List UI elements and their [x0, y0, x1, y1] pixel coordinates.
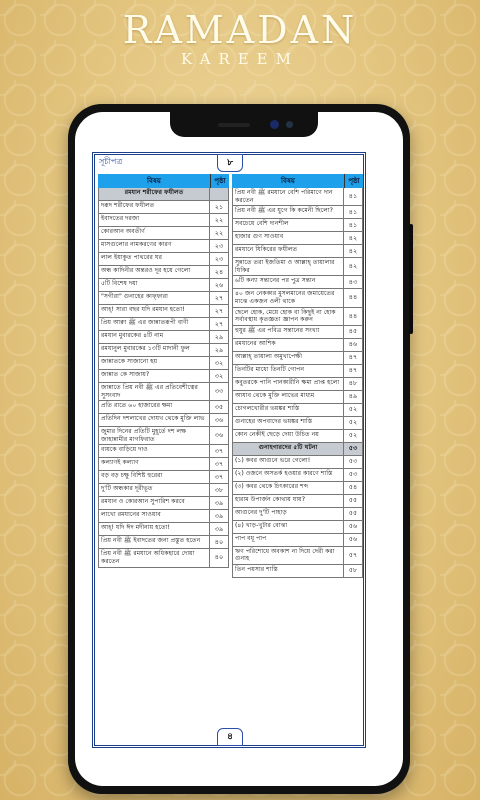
- row-topic: হুযুর ﷺ এর পবিত্র সন্তানের সংখ্যা: [233, 326, 344, 338]
- row-page: ৪৬: [348, 340, 358, 349]
- table-row: [99, 240, 228, 253]
- row-topic: (৩) কবর থেকে চিৎকারের শব্দ: [233, 482, 344, 494]
- section-row: [99, 188, 228, 201]
- table-row: [99, 331, 228, 344]
- row-topic: রমযান মুবারকের ৪টি নাম: [99, 331, 210, 343]
- table-row: [233, 565, 362, 578]
- row-topic: আগুনের দু'টি পাহাড়: [233, 508, 344, 520]
- row-page: ২৯: [214, 332, 224, 341]
- row-page: ৪২: [348, 233, 358, 242]
- table-row: [233, 206, 362, 219]
- table-row: [233, 219, 362, 232]
- table-row: [99, 510, 228, 523]
- section-row: [233, 443, 362, 456]
- row-topic: প্রিয় নবী ﷺ রমযানে বেশি পরিমাণে দান করতেন: [233, 188, 344, 205]
- row-page: ২৭: [214, 293, 224, 302]
- row-page: ৫২: [348, 431, 358, 440]
- table-row: [99, 549, 228, 567]
- table-row: [99, 414, 228, 427]
- table-row: [99, 357, 228, 370]
- table-row: [233, 289, 362, 307]
- table-row: [99, 370, 228, 383]
- table-row: [99, 214, 228, 227]
- table-row: [233, 417, 362, 430]
- table-row: [99, 344, 228, 357]
- row-page: ৩৭: [214, 459, 224, 468]
- table-row: [99, 523, 228, 536]
- row-page: ২৪: [214, 267, 224, 276]
- row-page: ৫২: [348, 418, 358, 427]
- row-topic: আহ্! সারা বছর যদি রমযান হতো!: [99, 305, 210, 317]
- row-page: ৪৮: [348, 379, 358, 388]
- table-row: [233, 456, 362, 469]
- row-page: ৪৫: [348, 327, 358, 336]
- row-page: ২৩: [214, 241, 224, 250]
- row-topic: জান্নাত কে সাজায়?: [99, 370, 210, 382]
- table-row: [233, 391, 362, 404]
- row-page: ২৯: [214, 345, 224, 354]
- page-number-bottom: ৪: [217, 728, 243, 746]
- row-topic: প্রিয় নবী ﷺ রমযানে অধিকহারে দোয়া করতেন: [99, 549, 210, 566]
- row-topic: জান্নাতকে সাজানো হয়: [99, 357, 210, 369]
- phone-frame: [68, 104, 410, 794]
- row-topic: বড় বড় চক্ষু বিশিষ্ট হুরেরা: [99, 471, 210, 483]
- row-page: ৪২: [348, 262, 358, 271]
- table-row: [99, 305, 228, 318]
- row-topic: প্রিয় নবী ﷺ ইবাদতের জন্য প্রস্তুত হতেন: [99, 536, 210, 548]
- row-topic: দরূদ শরীফের ফযীলত: [99, 201, 210, 213]
- row-page: ৩৩: [214, 387, 224, 396]
- row-page: ২৭: [214, 319, 224, 328]
- row-topic: (১) কবর আগুনে ভরে গেলো!: [233, 456, 344, 468]
- row-topic: ইবাদতের দরজা: [99, 214, 210, 226]
- table-row: [233, 308, 362, 326]
- row-topic: আযাব থেকে মুক্তি লাভের মাধ্যম: [233, 391, 344, 403]
- row-topic: ৫টি বিশেষ দয়া: [99, 279, 210, 291]
- row-topic: প্রতিদিন দশলাখের দোযখ থেকে মুক্তি লাভ: [99, 414, 210, 426]
- table-row: [233, 245, 362, 258]
- table-row: [233, 339, 362, 352]
- table-row: [99, 471, 228, 484]
- row-page: ৪৯: [348, 392, 358, 401]
- header-page: পৃষ্ঠা: [214, 177, 226, 185]
- row-topic: কল্যাণই কল্যাণ: [99, 458, 210, 470]
- phone-screen: [75, 112, 403, 786]
- table-body: [232, 188, 363, 578]
- row-topic: লাল ইয়াকুত পাথরের ঘর: [99, 253, 210, 265]
- table-row: [233, 378, 362, 391]
- table-row: [99, 266, 228, 279]
- table-body: [98, 188, 229, 568]
- row-page: ২৭: [214, 306, 224, 315]
- row-page: ৪১: [348, 192, 358, 201]
- row-topic: গুনাহের অপবাদের ভয়ঙ্কর শাস্তি: [233, 417, 344, 429]
- row-topic: কোন নেকীই ছেড়ে দেয়া উচিত নয়: [233, 430, 344, 442]
- table-row: [233, 258, 362, 276]
- header-topic: বিষয়: [98, 174, 211, 188]
- row-topic: আল্লাহ্ তায়ালা অমুখাপেক্ষী: [233, 352, 344, 364]
- row-topic: কোরআন অবতীর্ণ: [99, 227, 210, 239]
- row-topic: ঋণ পরিশোধে অবকাশ না দিয়ে দেরী করা গুনাহ: [233, 547, 344, 564]
- row-page: ৩৬: [214, 431, 224, 440]
- header-topic: বিষয়: [232, 174, 345, 188]
- table-row: [233, 534, 362, 547]
- row-topic: সুন্নাতে তরা ইজতিমা ও আল্লাহ্ তায়ালার যিকির: [233, 258, 344, 275]
- table-row: [99, 383, 228, 401]
- table-row: [233, 188, 362, 206]
- row-topic: রমযান শরীফের ফযীলত: [99, 188, 210, 200]
- table-row: [233, 365, 362, 378]
- row-topic: জান্নাতে প্রিয় নবী ﷺ এর প্রতিবেশীত্বের সুসংবাদ: [99, 383, 210, 400]
- row-page: ৫৬: [348, 535, 358, 544]
- row-page: ৫২: [348, 405, 358, 414]
- table-row: [233, 232, 362, 245]
- row-topic: ব্যয়কে বাড়িয়ে দাও: [99, 445, 210, 457]
- row-topic: সবচেয়ে বেশি দানশীল: [233, 219, 344, 231]
- row-page: ৪৭: [348, 353, 358, 362]
- row-topic: প্রিয় নবী ﷺ এর যুগে কি কমেনী ছিলো?: [233, 206, 344, 218]
- banner-title: RAMADAN: [122, 8, 358, 52]
- row-page: ৫৮: [348, 566, 358, 575]
- row-topic: প্রিয় আক্বা ﷺ এর জান্নাতরূপী বাণী: [99, 318, 210, 330]
- row-page: ৪১: [348, 220, 358, 229]
- row-page: ৩৫: [214, 402, 224, 411]
- table-row: [99, 253, 228, 266]
- row-topic: রমযানের আশিক: [233, 339, 344, 351]
- contents-table-left: [98, 174, 229, 568]
- row-page: ৪৪: [348, 293, 358, 302]
- row-page: ৩৮: [214, 485, 224, 494]
- row-topic: জুমার দিনের প্রতিটি মুহূর্তে দশ লক্ষ জাহান্নামীর মাগফিরাত: [99, 427, 210, 444]
- row-topic: "সগীরা" গুনাহের কাফ্ফারা: [99, 292, 210, 304]
- row-page: ২১: [214, 202, 224, 211]
- row-page: ৪৭: [348, 366, 358, 375]
- table-row: [99, 484, 228, 497]
- table-row: [233, 404, 362, 417]
- page-number-top: ৮: [217, 154, 243, 172]
- row-page: ৩৬: [214, 415, 224, 424]
- row-topic: প্রতি রাতে ৬০ হাজারের ক্ষমা: [99, 401, 210, 413]
- row-topic: চোগলখোরীর ভয়ঙ্কর শাস্তি: [233, 404, 344, 416]
- table-header: [98, 174, 229, 188]
- row-page: ৫৬: [348, 522, 358, 531]
- table-row: [99, 292, 228, 305]
- row-topic: রমযান ও কোরআন সুপারিশ করবে: [99, 497, 210, 509]
- row-page: ৩৭: [214, 446, 224, 455]
- row-topic: কবুতরকে পানি পানকারীনি ক্ষমা প্রাপ্ত হলো: [233, 378, 344, 390]
- row-page: ৫৫: [348, 496, 358, 505]
- phone-notch: [170, 112, 318, 137]
- table-row: [233, 547, 362, 565]
- row-topic: রমযানে যিকিরের ফযীলত: [233, 245, 344, 257]
- row-page: ৫৭: [348, 550, 358, 559]
- table-row: [99, 201, 228, 214]
- row-topic: মাসগুলোর নামকরণের কারণ: [99, 240, 210, 252]
- table-header: [232, 174, 363, 188]
- row-page: [210, 188, 228, 200]
- row-page: ৩২: [214, 371, 224, 380]
- row-page: ২২: [214, 215, 224, 224]
- row-topic: গুনাহগারদের ৫টি ঘটনা: [233, 443, 344, 455]
- row-topic: হারাম উপার্জন কোথায় যায়?: [233, 495, 344, 507]
- camera-icon: [270, 120, 279, 129]
- table-row: [233, 430, 362, 443]
- row-topic: তিনটির মাধ্যে তিনটি গোপন: [233, 365, 344, 377]
- row-page: ৩৯: [214, 498, 224, 507]
- row-page: ৫৩: [348, 444, 358, 453]
- row-topic: (২) ওজনে অসতর্ক হওয়ার কারণে শাস্তি: [233, 469, 344, 481]
- table-row: [233, 276, 362, 289]
- contents-table-right: [232, 174, 363, 578]
- row-topic: তিন পয়সার শাস্তি: [233, 565, 344, 577]
- row-page: ২৬: [214, 280, 224, 289]
- table-row: [99, 445, 228, 458]
- row-page: ৪৪: [348, 311, 358, 320]
- table-row: [99, 497, 228, 510]
- row-topic: ৪০ জন নেককার মুসলমানের জমায়েতের মাঝে একজন ওলী থাকে: [233, 289, 344, 306]
- row-topic: লাখো রমযানের সাওয়াব: [99, 510, 210, 522]
- row-page: ৪০: [214, 553, 224, 562]
- row-page: ৩৯: [214, 511, 224, 520]
- row-page: ৩৯: [214, 524, 224, 533]
- page-section-label: সূচীপত্র: [99, 157, 123, 166]
- row-page: ৪২: [348, 246, 358, 255]
- table-row: [99, 401, 228, 414]
- sensor-icon: [286, 121, 293, 128]
- phone-side-button: [409, 224, 413, 334]
- row-page: ৫৩: [348, 457, 358, 466]
- row-topic: অন্ধ কাদিনীর অন্তরও দূর হয়ে গেলো: [99, 266, 210, 278]
- row-page: ৫৫: [348, 509, 358, 518]
- book-page[interactable]: [92, 152, 366, 748]
- row-page: ৫৪: [348, 483, 358, 492]
- table-row: [233, 521, 362, 534]
- row-topic: আহ্! যদি ঈদ মদীনায় হতো!: [99, 523, 210, 535]
- row-topic: ৬টি কন্যা সন্তানের পর পুত্র সন্তান: [233, 276, 344, 288]
- banner-subtitle: KAREEM: [181, 50, 299, 68]
- header-page: পৃষ্ঠা: [348, 177, 360, 185]
- table-row: [233, 495, 362, 508]
- table-row: [99, 227, 228, 240]
- table-row: [99, 318, 228, 331]
- row-page: ৪৩: [348, 277, 358, 286]
- row-topic: হাজার গুণ সাওয়াব: [233, 232, 344, 244]
- row-page: ৪০: [214, 537, 224, 546]
- row-topic: পাপ বধূ পাপ: [233, 534, 344, 546]
- table-row: [233, 482, 362, 495]
- table-row: [99, 279, 228, 292]
- table-row: [99, 536, 228, 549]
- row-page: ২২: [214, 228, 224, 237]
- row-page: ৫৩: [348, 470, 358, 479]
- ramadan-kareem-banner: [0, 8, 480, 68]
- row-page: ৪১: [348, 207, 358, 216]
- table-row: [233, 508, 362, 521]
- row-topic: দু'টি অন্ধকার দূরীভূত: [99, 484, 210, 496]
- speaker-icon: [218, 123, 250, 127]
- row-page: ৩২: [214, 358, 224, 367]
- table-row: [233, 469, 362, 482]
- table-row: [99, 427, 228, 445]
- table-row: [233, 352, 362, 365]
- table-row: [233, 326, 362, 339]
- row-topic: ছেলে হোক, মেয়ে হোক বা কিছুই না হোক সর্বাবস্থায় কৃতজ্ঞতা জ্ঞাপন করুন: [233, 308, 344, 325]
- row-page: ২৩: [214, 254, 224, 263]
- row-topic: রমযানুল মুবারকের ১৩টি মাদানী ফুল: [99, 344, 210, 356]
- row-topic: (৪) খাড়-খুটার বোঝা: [233, 521, 344, 533]
- row-page: ৩৭: [214, 472, 224, 481]
- table-row: [99, 458, 228, 471]
